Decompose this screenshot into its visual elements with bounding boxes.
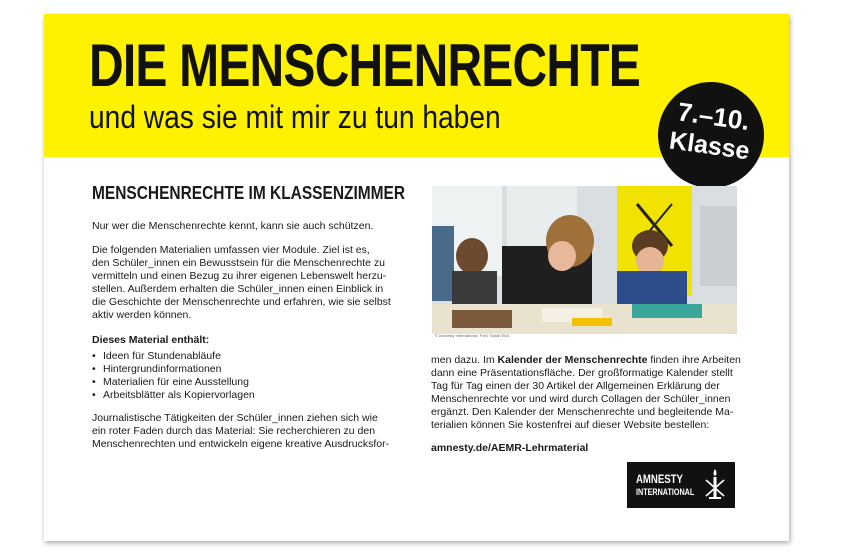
lead-paragraph: Nur wer die Menschenrechte kennt, kann sie auch schützen. [92,220,374,232]
amnesty-logo [627,462,735,508]
badge-grades: 7.–10. [675,96,752,137]
flyer-page [44,14,789,541]
calendar-line: Menschenrechte vor und wird durch Collagen der Schüler_innen [431,393,731,405]
list-item: • Ideen für Stundenabläufe [92,350,255,363]
journal-line: Menschenrechten und entwickeln eigene kreative Ausdrucksfor- [92,438,390,450]
calendar-line-post: finden ihre Arbeiten [647,354,741,366]
classroom-illustration [432,186,737,334]
calendar-line [431,354,741,367]
journal-paragraph [92,412,389,451]
intro-line: den Schüler_innen ein Bewusstsein für die Menschenrechte zu [92,257,386,269]
materials-list [92,350,255,402]
calendar-line: ergänzt. Den Kalender der Menschenrechte und begleitende Ma- [431,406,734,418]
calendar-line-pre: men dazu. Im [431,354,498,366]
photo-credit: © Amnesty International, Foto: Sarah Eick [435,333,510,338]
section-heading: MENSCHENRECHTE IM KLASSENZIMMER [92,183,406,203]
intro-line: die Geschichte der Menschenrechte und erfahren, wie sie selbst [92,296,391,308]
intro-line: aktiv werden können. [92,309,192,321]
intro-line: stellen. Außerdem erhalten die Schüler_innen einen Einblick in [92,283,384,295]
intro-line: Die folgenden Materialien umfassen vier Module. Ziel ist es, [92,244,370,256]
calendar-title: Kalender der Menschenrechte [497,354,648,366]
calendar-paragraph [431,354,741,432]
list-item: • Materialien für eine Ausstellung [92,376,255,389]
main-title: DIE MENSCHENRECHTE [89,32,640,99]
intro-line: vermitteln und einen Bezug zu ihrer eigenen Lebenswelt herzu- [92,270,387,282]
calendar-line: dann eine Präsentationsfläche. Der großformatige Kalender stellt [431,367,733,379]
logo-word-international: INTERNATIONAL [636,487,695,497]
journal-line: Journalistische Tätigkeiten der Schüler_innen ziehen sich wie [92,412,378,424]
calendar-line: Tag für Tag einen der 30 Artikel der Allgemeinen Erklärung der [431,380,720,392]
classroom-photo [432,186,737,334]
candle-icon [703,468,727,502]
subtitle: und was sie mit mir zu tun haben [89,99,501,135]
calendar-line: terialien können Sie kostenfrei auf dieser Website bestellen: [431,419,710,431]
list-item: • Hintergrundinformationen [92,363,255,376]
list-item: • Arbeitsblätter als Kopiervorlagen [92,389,255,402]
order-url[interactable]: amnesty.de/AEMR-Lehrmaterial [431,442,589,454]
journal-line: ein roter Faden durch das Material: Sie recherchieren zu den [92,425,376,437]
badge-klasse: Klasse [667,126,752,166]
intro-paragraph [92,244,391,322]
materials-heading: Dieses Material enthält: [92,334,210,346]
logo-word-amnesty: AMNESTY [636,472,683,486]
